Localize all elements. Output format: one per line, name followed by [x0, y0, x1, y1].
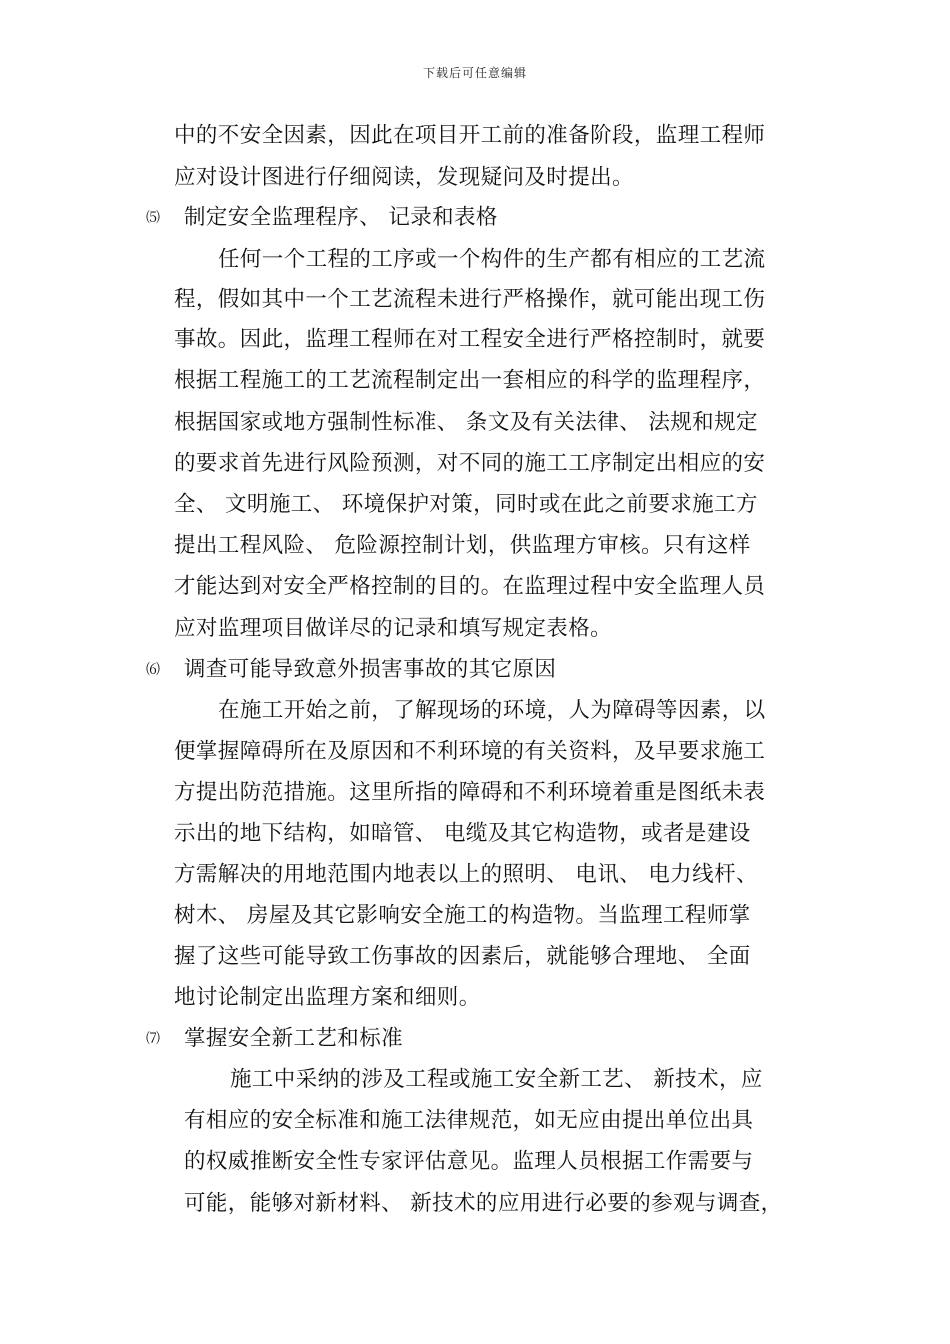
- text-line: 中的不安全因素，因此在项目开工前的准备阶段，监理工程师: [174, 123, 766, 148]
- text-line: 程，假如其中一个工艺流程未进行严格操作，就可能出现工伤: [174, 287, 766, 312]
- text-line: 握了这些可能导致工伤事故的因素后，就能够合理地、 全面: [174, 944, 751, 969]
- text-line: 可能，能够对新材料、 新技术的应用进行必要的参观与调查，: [184, 1191, 783, 1216]
- text-line: 任何一个工程的工序或一个构件的生产都有相应的工艺流: [218, 247, 766, 272]
- page-header: 下载后可任意编辑: [422, 66, 527, 80]
- text-line: 在施工开始之前，了解现场的环境，人为障碍等因素，以: [218, 698, 766, 723]
- text-line: 的要求首先进行风险预测，对不同的施工工序制定出相应的安: [174, 451, 766, 476]
- text-line: 根据国家或地方强制性标准、 条文及有关法律、 法规和规定: [174, 410, 758, 435]
- text-line: 事故。因此，监理工程师在对工程安全进行严格控制时，就要: [174, 327, 766, 352]
- section-number: ⑺: [146, 1031, 161, 1047]
- section-heading: [146, 655, 556, 685]
- text-line: 地讨论制定出监理方案和细则。: [174, 985, 481, 1010]
- text-line: 示出的地下结构，如暗管、 电缆及其它构造物，或者是建设: [174, 821, 751, 846]
- section-heading: [146, 1024, 403, 1054]
- text-line: 全、 文明施工、 环境保护对策，同时或在此之前要求施工方: [174, 492, 758, 517]
- section-title: 制定安全监理程序、 记录和表格: [184, 205, 498, 230]
- section-number: ⑸: [146, 210, 161, 226]
- text-line: 便掌握障碍所在及原因和不利环境的有关资料，及早要求施工: [174, 739, 766, 764]
- text-line: 树木、 房屋及其它影响安全施工的构造物。当监理工程师掌: [174, 903, 751, 928]
- text-line: 应对监理项目做详尽的记录和填写规定表格。: [174, 616, 613, 641]
- section-number: ⑹: [146, 662, 161, 678]
- section-title: 掌握安全新工艺和标准: [184, 1026, 404, 1051]
- text-line: 根据工程施工的工艺流程制定出一套相应的科学的监理程序，: [174, 368, 766, 393]
- text-line: 提出工程风险、 危险源控制计划，供监理方审核。只有这样: [174, 533, 751, 558]
- text-line: 施工中采纳的涉及工程或施工安全新工艺、 新技术，应: [230, 1067, 763, 1092]
- text-line: 有相应的安全标准和施工法律规范，如无应由提出单位出具: [184, 1108, 754, 1133]
- text-line: 方提出防范措施。这里所指的障碍和不利环境着重是图纸未表: [174, 780, 766, 805]
- section-title: 调查可能导致意外损害事故的其它原因: [184, 657, 557, 682]
- text-line: 才能达到对安全严格控制的目的。在监理过程中安全监理人员: [174, 574, 766, 599]
- text-line: 方需解决的用地范围内地表以上的照明、 电讯、 电力线杆、: [174, 862, 758, 887]
- section-heading: [146, 203, 498, 233]
- text-line: 的权威推断安全性专家评估意见。监理人员根据工作需要与: [184, 1149, 754, 1174]
- text-line: 应对设计图进行仔细阅读，发现疑问及时提出。: [174, 165, 634, 190]
